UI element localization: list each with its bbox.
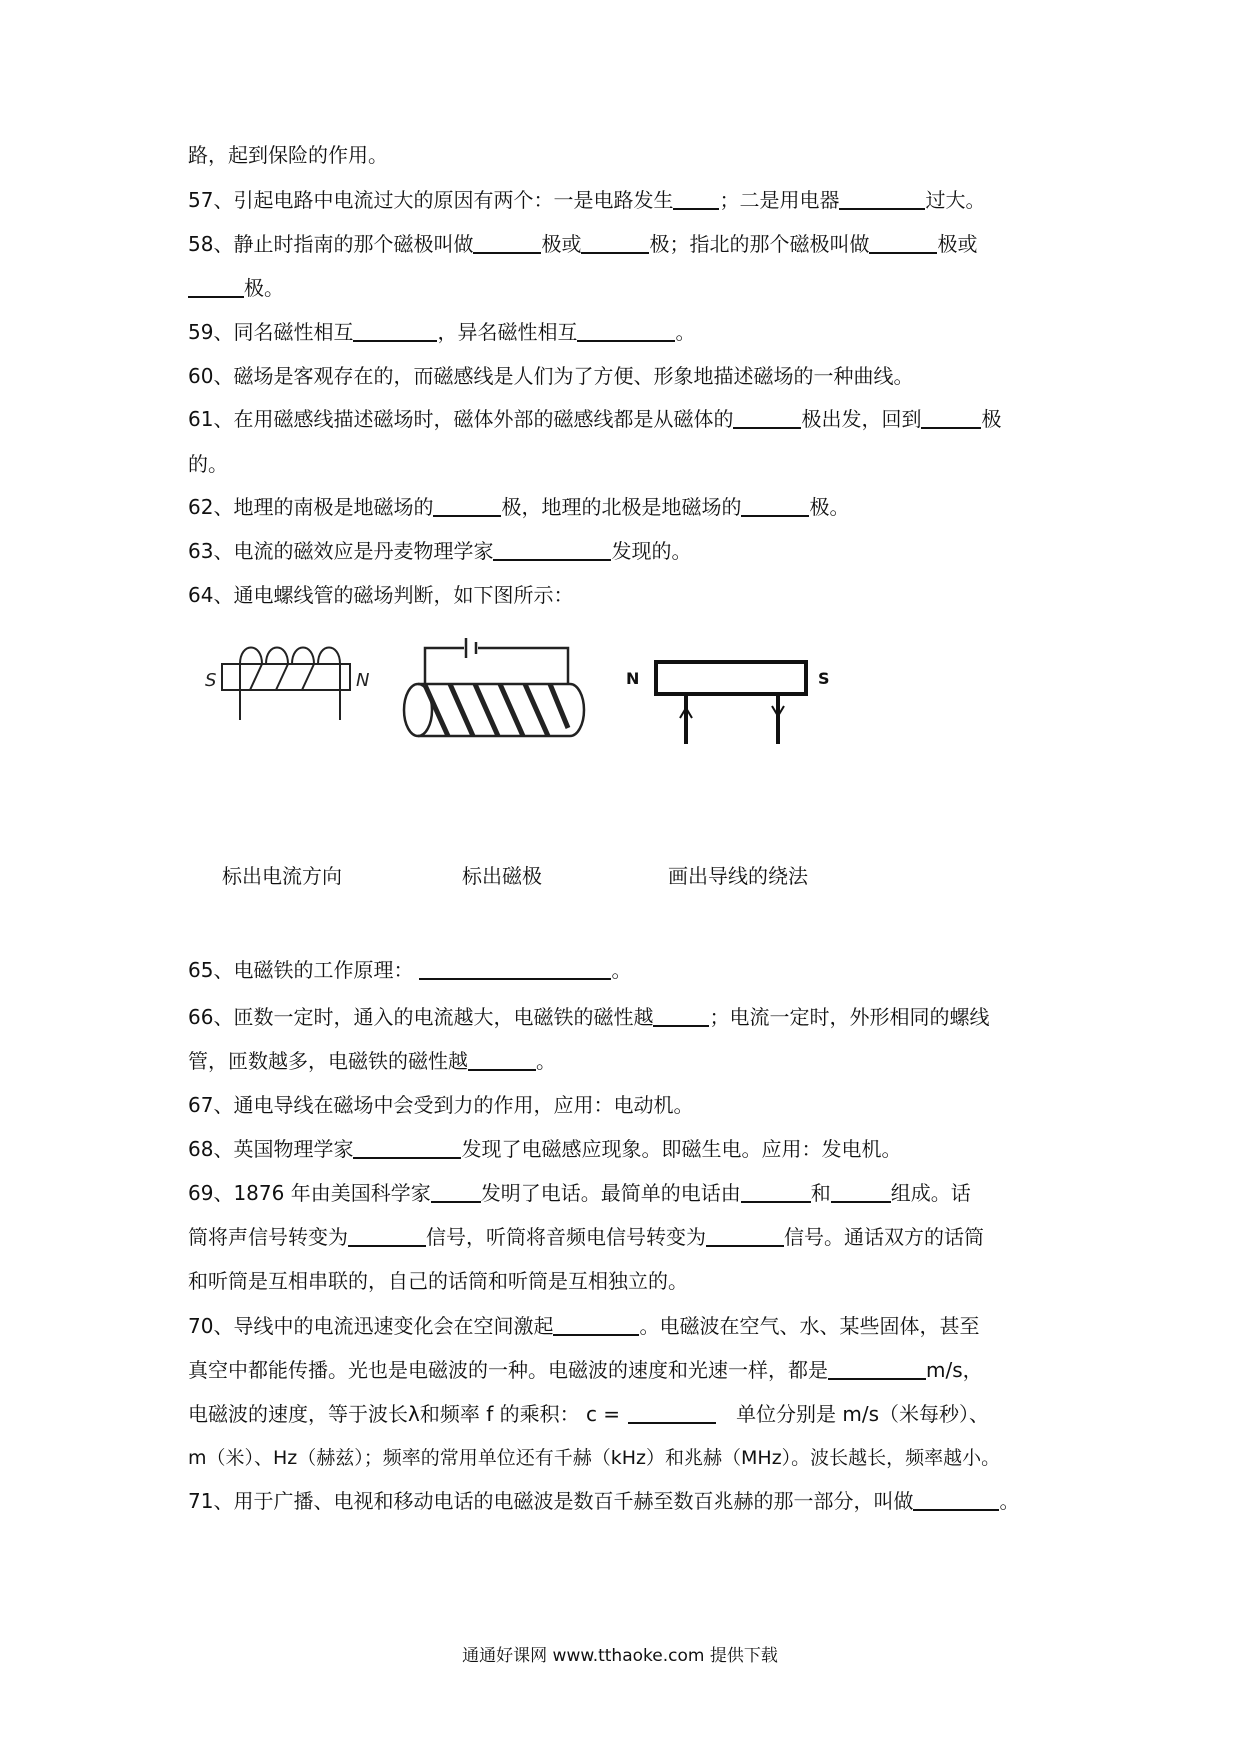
answer-blank: [581, 232, 649, 254]
question-60: [188, 362, 1068, 390]
answer-blank: [741, 1181, 811, 1203]
text: 。: [536, 1049, 556, 1073]
circuit-wire: [425, 648, 568, 685]
text: m（米）、Hz（赫兹）；频率的常用单位还有千赫（kHz）和兆赫（MHz）。波长越长，频率越小。: [188, 1447, 1001, 1469]
text: 真空中都能传播。光也是电磁波的一种。电磁波的速度和光速一样，都是: [188, 1358, 828, 1382]
text: 极；指北的那个磁极叫做: [649, 232, 870, 256]
answer-blank: [348, 1225, 426, 1247]
pole-label-right: N: [356, 670, 370, 691]
text: 发现的。: [611, 539, 692, 563]
caption-current-direction: 标出电流方向: [222, 864, 342, 888]
question-67: [188, 1091, 1068, 1119]
question-65: [188, 956, 1068, 984]
answer-blank: [493, 539, 611, 561]
answer-blank: [828, 1358, 926, 1380]
text: 和: [810, 1181, 831, 1205]
question-70-cont2: [188, 1400, 1068, 1428]
text: 63、电流的磁效应是丹麦物理学家: [188, 539, 494, 563]
coil-windings: [425, 684, 568, 736]
text: 64、通电螺线管的磁场判断，如下图所示：: [188, 583, 574, 607]
question-70-cont3: [188, 1444, 1068, 1472]
text: 71、用于广播、电视和移动电话的电磁波是数百千赫至数百兆赫的那一部分，叫做: [188, 1489, 914, 1513]
text: m/s，: [926, 1358, 983, 1382]
question-63: [188, 537, 1068, 565]
solenoid-figure-1: [222, 648, 350, 721]
question-61-cont: [188, 450, 1068, 478]
answer-blank: [468, 1049, 536, 1071]
text: 管，匝数越多，电磁铁的磁性越: [188, 1049, 468, 1073]
text: 。: [611, 958, 632, 982]
question-66-cont: [188, 1047, 1068, 1075]
text: 发明了电话。最简单的电话由: [480, 1181, 741, 1205]
text: ，异名磁性相互: [437, 320, 578, 344]
text: 信号，听筒将音频电信号转变为: [426, 1225, 706, 1249]
text: 极或: [937, 232, 978, 256]
answer-blank: [431, 1181, 481, 1203]
question-66: [188, 1003, 1068, 1031]
text: 65、电磁铁的工作原理：: [188, 958, 414, 982]
question-57: [188, 186, 1068, 214]
question-59: [188, 318, 1068, 346]
text: 极: [981, 407, 1002, 431]
text: 和听筒是互相串联的，自己的话筒和听筒是互相独立的。: [188, 1269, 688, 1293]
question-70-cont: [188, 1356, 1068, 1384]
question-58: [188, 230, 1068, 258]
text: 57、引起电路中电流过大的原因有两个：一是电路发生: [188, 188, 674, 212]
text: 组成。话: [890, 1181, 971, 1205]
pole-label-left: N: [626, 669, 640, 688]
answer-blank: [706, 1225, 784, 1247]
answer-blank: [921, 407, 981, 429]
text: 过大。: [925, 188, 986, 212]
text: 极或: [541, 232, 582, 256]
line-56-cont: [188, 141, 1068, 169]
solenoid-figures: [0, 620, 1240, 840]
answer-blank: [553, 1314, 639, 1336]
question-69: [188, 1179, 1068, 1207]
question-61: [188, 405, 1068, 433]
question-70: [188, 1312, 1068, 1340]
text: 的。: [188, 452, 228, 476]
pole-label-right: S: [818, 669, 830, 688]
answer-blank: [869, 232, 937, 254]
solenoid-figure-2: [404, 638, 584, 736]
text: 68、英国物理学家: [188, 1137, 354, 1161]
page-footer: 通通好课网 www.tthaoke.com 提供下载: [462, 1646, 778, 1666]
text: 单位分别是 m/s（米每秒）、: [736, 1402, 990, 1426]
text: 极。: [244, 276, 284, 300]
question-69-cont: [188, 1223, 1068, 1251]
text: 极出发，回到: [801, 407, 922, 431]
text: 66、匝数一定时，通入的电流越大，电磁铁的磁性越: [188, 1005, 654, 1029]
iron-bar: [656, 662, 806, 694]
solenoid-figure-3: [656, 662, 806, 744]
answer-blank: [188, 276, 244, 298]
caption-magnetic-pole: 标出磁极: [462, 864, 542, 888]
question-58-cont: [188, 274, 1068, 302]
answer-blank: [473, 232, 541, 254]
answer-blank: [653, 1005, 709, 1027]
text: ；电流一定时，外形相同的螺线: [709, 1005, 990, 1029]
question-69-cont2: [188, 1267, 1068, 1295]
text: 极。: [809, 495, 850, 519]
answer-blank: [913, 1489, 999, 1511]
answer-blank: [733, 407, 801, 429]
text: 60、磁场是客观存在的，而磁感线是人们为了方便、形象地描述磁场的一种曲线。: [188, 364, 914, 388]
text: 发现了电磁感应现象。即磁生电。应用：发电机。: [461, 1137, 902, 1161]
question-68: [188, 1135, 1068, 1163]
question-62: [188, 493, 1068, 521]
text: 。: [675, 320, 696, 344]
answer-blank: [831, 1181, 891, 1203]
answer-blank: [839, 188, 925, 210]
text: 路，起到保险的作用。: [188, 143, 388, 167]
text: 67、通电导线在磁场中会受到力的作用，应用：电动机。: [188, 1093, 694, 1117]
question-64: [188, 581, 1068, 609]
coil-windings: [240, 648, 340, 691]
text: 信号。通话双方的话筒: [784, 1225, 984, 1249]
pole-label-left: S: [205, 670, 217, 691]
text: 。: [999, 1489, 1020, 1513]
answer-blank: [628, 1402, 716, 1424]
answer-blank: [577, 320, 675, 342]
text: 筒将声信号转变为: [188, 1225, 348, 1249]
caption-winding-method: 画出导线的绕法: [668, 864, 808, 888]
text: 62、地理的南极是地磁场的: [188, 495, 434, 519]
text: 。电磁波在空气、水、某些固体，甚至: [639, 1314, 980, 1338]
text: 70、导线中的电流迅速变化会在空间激起: [188, 1314, 554, 1338]
question-71: [188, 1487, 1068, 1515]
answer-blank: [353, 320, 437, 342]
answer-blank: [419, 958, 611, 980]
text: 极，地理的北极是地磁场的: [501, 495, 742, 519]
text: 69、1876 年由美国科学家: [188, 1181, 431, 1205]
text: 59、同名磁性相互: [188, 320, 354, 344]
answer-blank: [433, 495, 501, 517]
answer-blank: [673, 188, 719, 210]
text: 61、在用磁感线描述磁场时，磁体外部的磁感线都是从磁体的: [188, 407, 734, 431]
text: 电磁波的速度，等于波长λ和频率 f 的乘积： c =: [188, 1402, 621, 1426]
text: ；二是用电器: [719, 188, 840, 212]
text: 58、静止时指南的那个磁极叫做: [188, 232, 474, 256]
answer-blank: [353, 1137, 461, 1159]
answer-blank: [741, 495, 809, 517]
